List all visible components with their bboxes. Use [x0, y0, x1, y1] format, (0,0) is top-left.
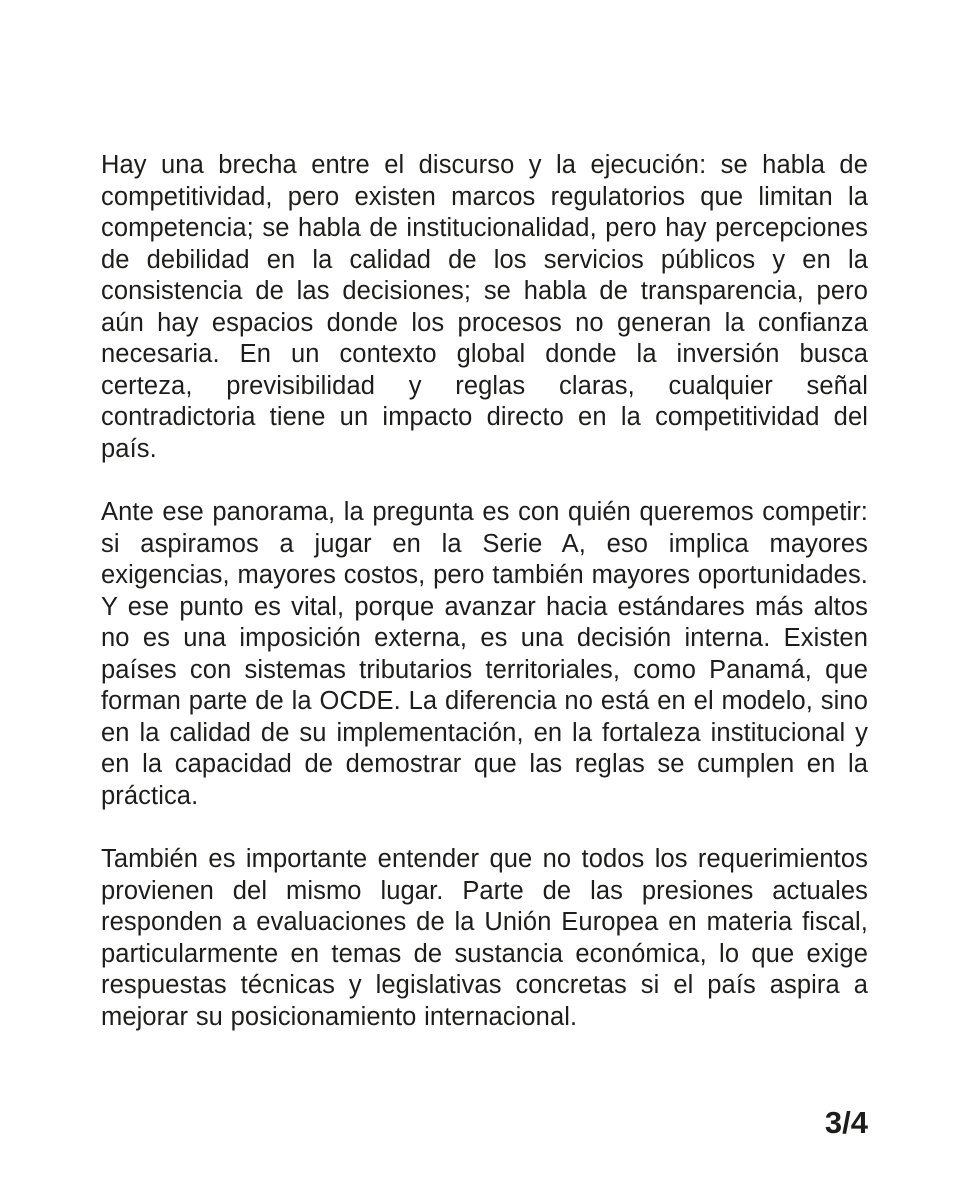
paragraph-1: Hay una brecha entre el discurso y la ejecución: se habla de competitividad, pero existen marcos regulatorios que limitan la competencia; se habla de institucionalidad, pero hay percepciones de debilidad en la calidad de los servicios públicos y en la consistencia de las decisiones; se habla de transparencia, pero aún hay espacios donde los procesos no generan la confianza necesaria. En un contexto global donde la inversión busca certeza, previsibilidad y reglas claras, cualquier señal contradictoria tiene un impacto directo en la competitividad del país.: [101, 151, 868, 463]
document-body: [101, 150, 868, 1065]
page-number: 3/4: [824, 1105, 868, 1140]
paragraph-2: Ante ese panorama, la pregunta es con quién queremos competir: si aspiramos a jugar en la Serie A, eso implica mayores exigencias, mayores costos, pero también mayores oportunidades. Y ese punto es vital, porque avanzar hacia estándares más altos no es una imposición externa, es una decisión interna. Existen países con sistemas tributarios territoriales, como Panamá, que forman parte de la OCDE. La diferencia no está en el modelo, sino en la calidad de su implementación, en la fortaleza institucional y en la capacidad de demostrar que las reglas se cumplen en la práctica.: [101, 498, 868, 810]
paragraph-3: También es importante entender que no todos los requerimientos provienen del mismo lugar. Parte de las presiones actuales responden a evaluaciones de la Unión Europea en materia fiscal, particularmente en temas de sustancia económica, lo que exige respuestas técnicas y legislativas concretas si el país aspira a mejorar su posicionamiento internacional.: [101, 845, 868, 1031]
